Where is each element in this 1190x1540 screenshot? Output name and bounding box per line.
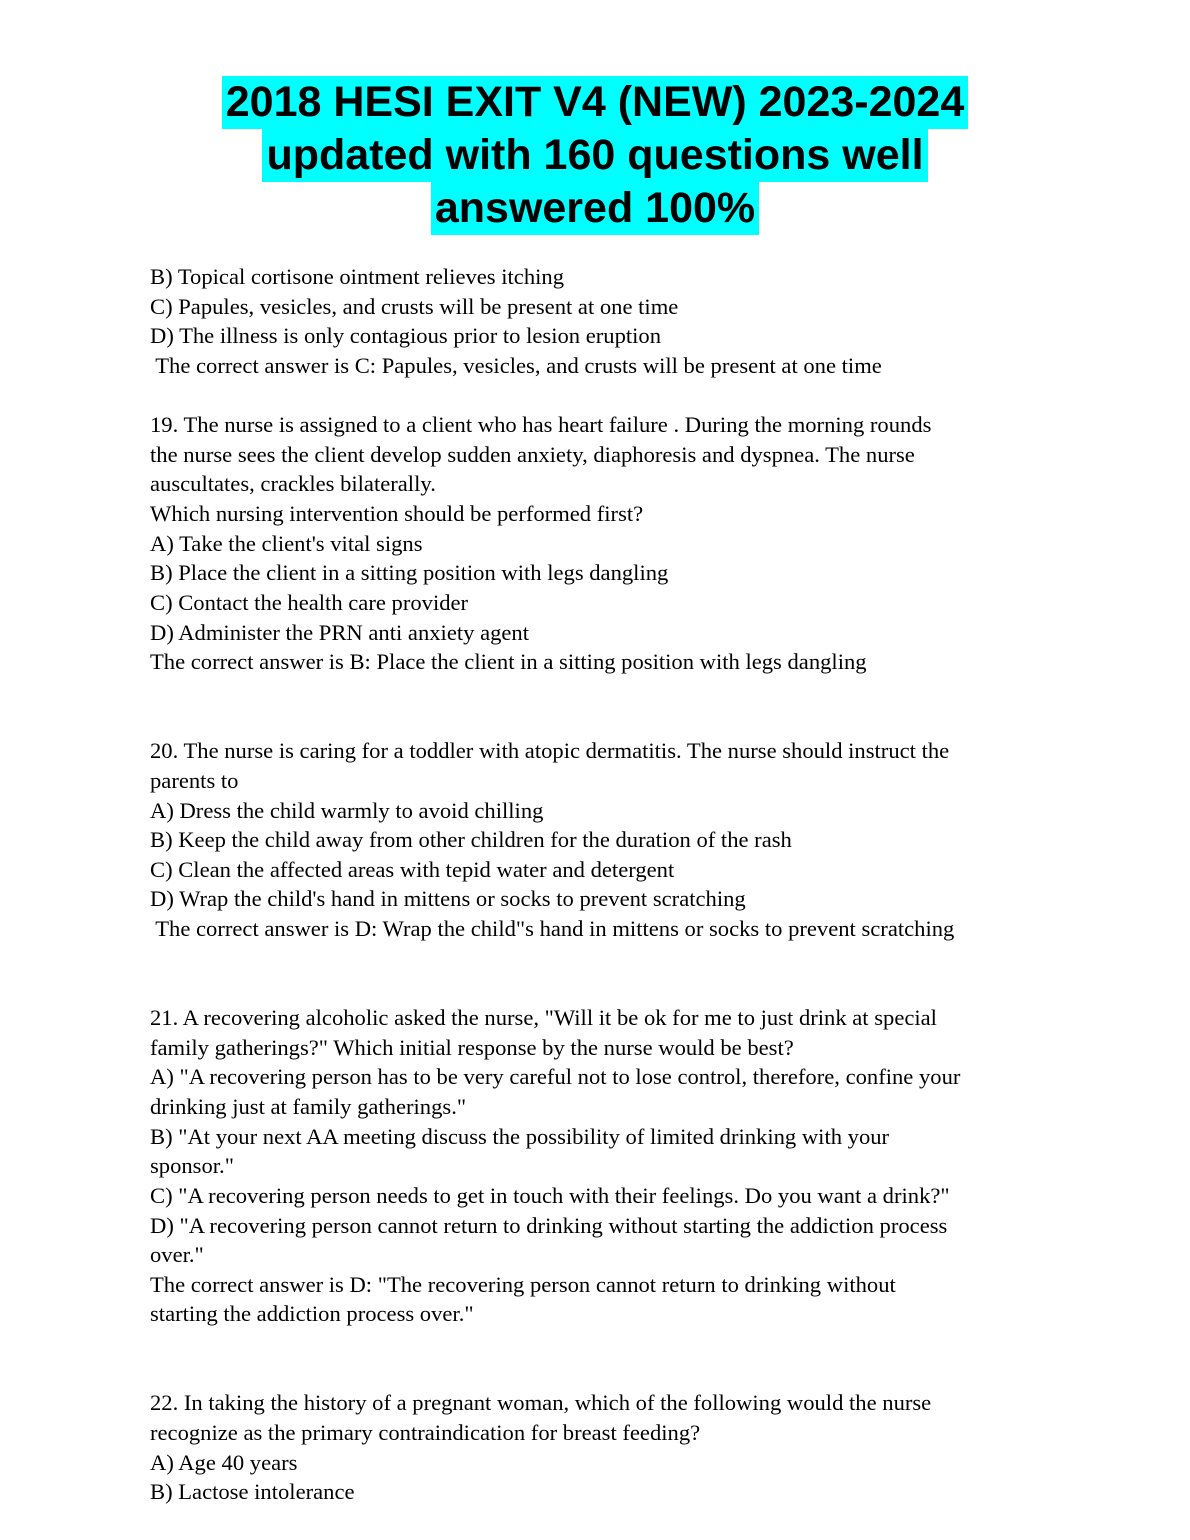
option-c: C) Clean the affected areas with tepid water and detergent: [150, 856, 675, 882]
question-21-block: [150, 1003, 1050, 1329]
option-d: D) "A recovering person cannot return to drinking without starting the addiction process: [150, 1212, 948, 1238]
question-stem: recognize as the primary contraindication for breast feeding?: [150, 1420, 701, 1446]
correct-answer: The correct answer is D: "The recovering person cannot return to drinking without: [150, 1271, 896, 1297]
title-line-1: 2018 HESI EXIT V4 (NEW) 2023-2024: [222, 76, 969, 129]
title-line-3: answered 100%: [431, 182, 759, 235]
correct-answer: The correct answer is B: Place the client in a sitting position with legs dangling: [150, 649, 867, 675]
question-20-block: [150, 736, 1050, 943]
option-d: over.": [150, 1242, 204, 1268]
option-b: B) Lactose intolerance: [150, 1479, 355, 1505]
question-stem: 19. The nurse is assigned to a client who has heart failure . During the morning rounds: [150, 412, 932, 438]
question-stem: auscultates, crackles bilaterally.: [150, 471, 436, 497]
question-stem: parents to: [150, 767, 239, 793]
title-line-2: updated with 160 questions well: [262, 129, 927, 182]
option-d: D) Administer the PRN anti anxiety agent: [150, 619, 530, 645]
question-prompt: Which nursing intervention should be performed first?: [150, 501, 644, 527]
option-c: C) "A recovering person needs to get in touch with their feelings. Do you want a drink?": [150, 1182, 950, 1208]
option-b: B) Keep the child away from other children for the duration of the rash: [150, 827, 792, 853]
option-d: D) Wrap the child's hand in mittens or socks to prevent scratching: [150, 886, 746, 912]
question-22-block: [150, 1388, 1050, 1507]
question-stem: 20. The nurse is caring for a toddler with atopic dermatitis. The nurse should instruct the: [150, 738, 950, 764]
option-c: C) Contact the health care provider: [150, 590, 469, 616]
question-18-block: [150, 262, 1050, 381]
question-19-block: [150, 410, 1050, 677]
question-stem: 22. In taking the history of a pregnant woman, which of the following would the nurse: [150, 1390, 932, 1416]
option-a: A) "A recovering person has to be very careful not to lose control, therefore, confine your: [150, 1064, 961, 1090]
option-a: A) Age 40 years: [150, 1449, 298, 1475]
correct-answer: The correct answer is D: Wrap the child"s hand in mittens or socks to prevent scratching: [150, 916, 955, 942]
document-title: [0, 76, 1190, 235]
option-a: A) Dress the child warmly to avoid chilling: [150, 797, 544, 823]
option-a: drinking just at family gatherings.": [150, 1093, 467, 1119]
option-b: B) Place the client in a sitting position with legs dangling: [150, 560, 669, 586]
question-stem: 21. A recovering alcoholic asked the nurse, "Will it be ok for me to just drink at special: [150, 1005, 937, 1031]
option-d: D) The illness is only contagious prior to lesion eruption: [150, 323, 662, 349]
question-stem: the nurse sees the client develop sudden anxiety, diaphoresis and dyspnea. The nurse: [150, 441, 915, 467]
option-c: C) Papules, vesicles, and crusts will be present at one time: [150, 293, 679, 319]
correct-answer: starting the addiction process over.": [150, 1301, 474, 1327]
option-b: B) "At your next AA meeting discuss the possibility of limited drinking with your: [150, 1123, 890, 1149]
document-body: [150, 262, 1050, 1507]
correct-answer: The correct answer is C: Papules, vesicles, and crusts will be present at one time: [150, 352, 882, 378]
option-b: B) Topical cortisone ointment relieves itching: [150, 264, 565, 289]
option-b: sponsor.": [150, 1153, 234, 1179]
question-stem: family gatherings?" Which initial response by the nurse would be best?: [150, 1034, 794, 1060]
option-a: A) Take the client's vital signs: [150, 530, 423, 556]
